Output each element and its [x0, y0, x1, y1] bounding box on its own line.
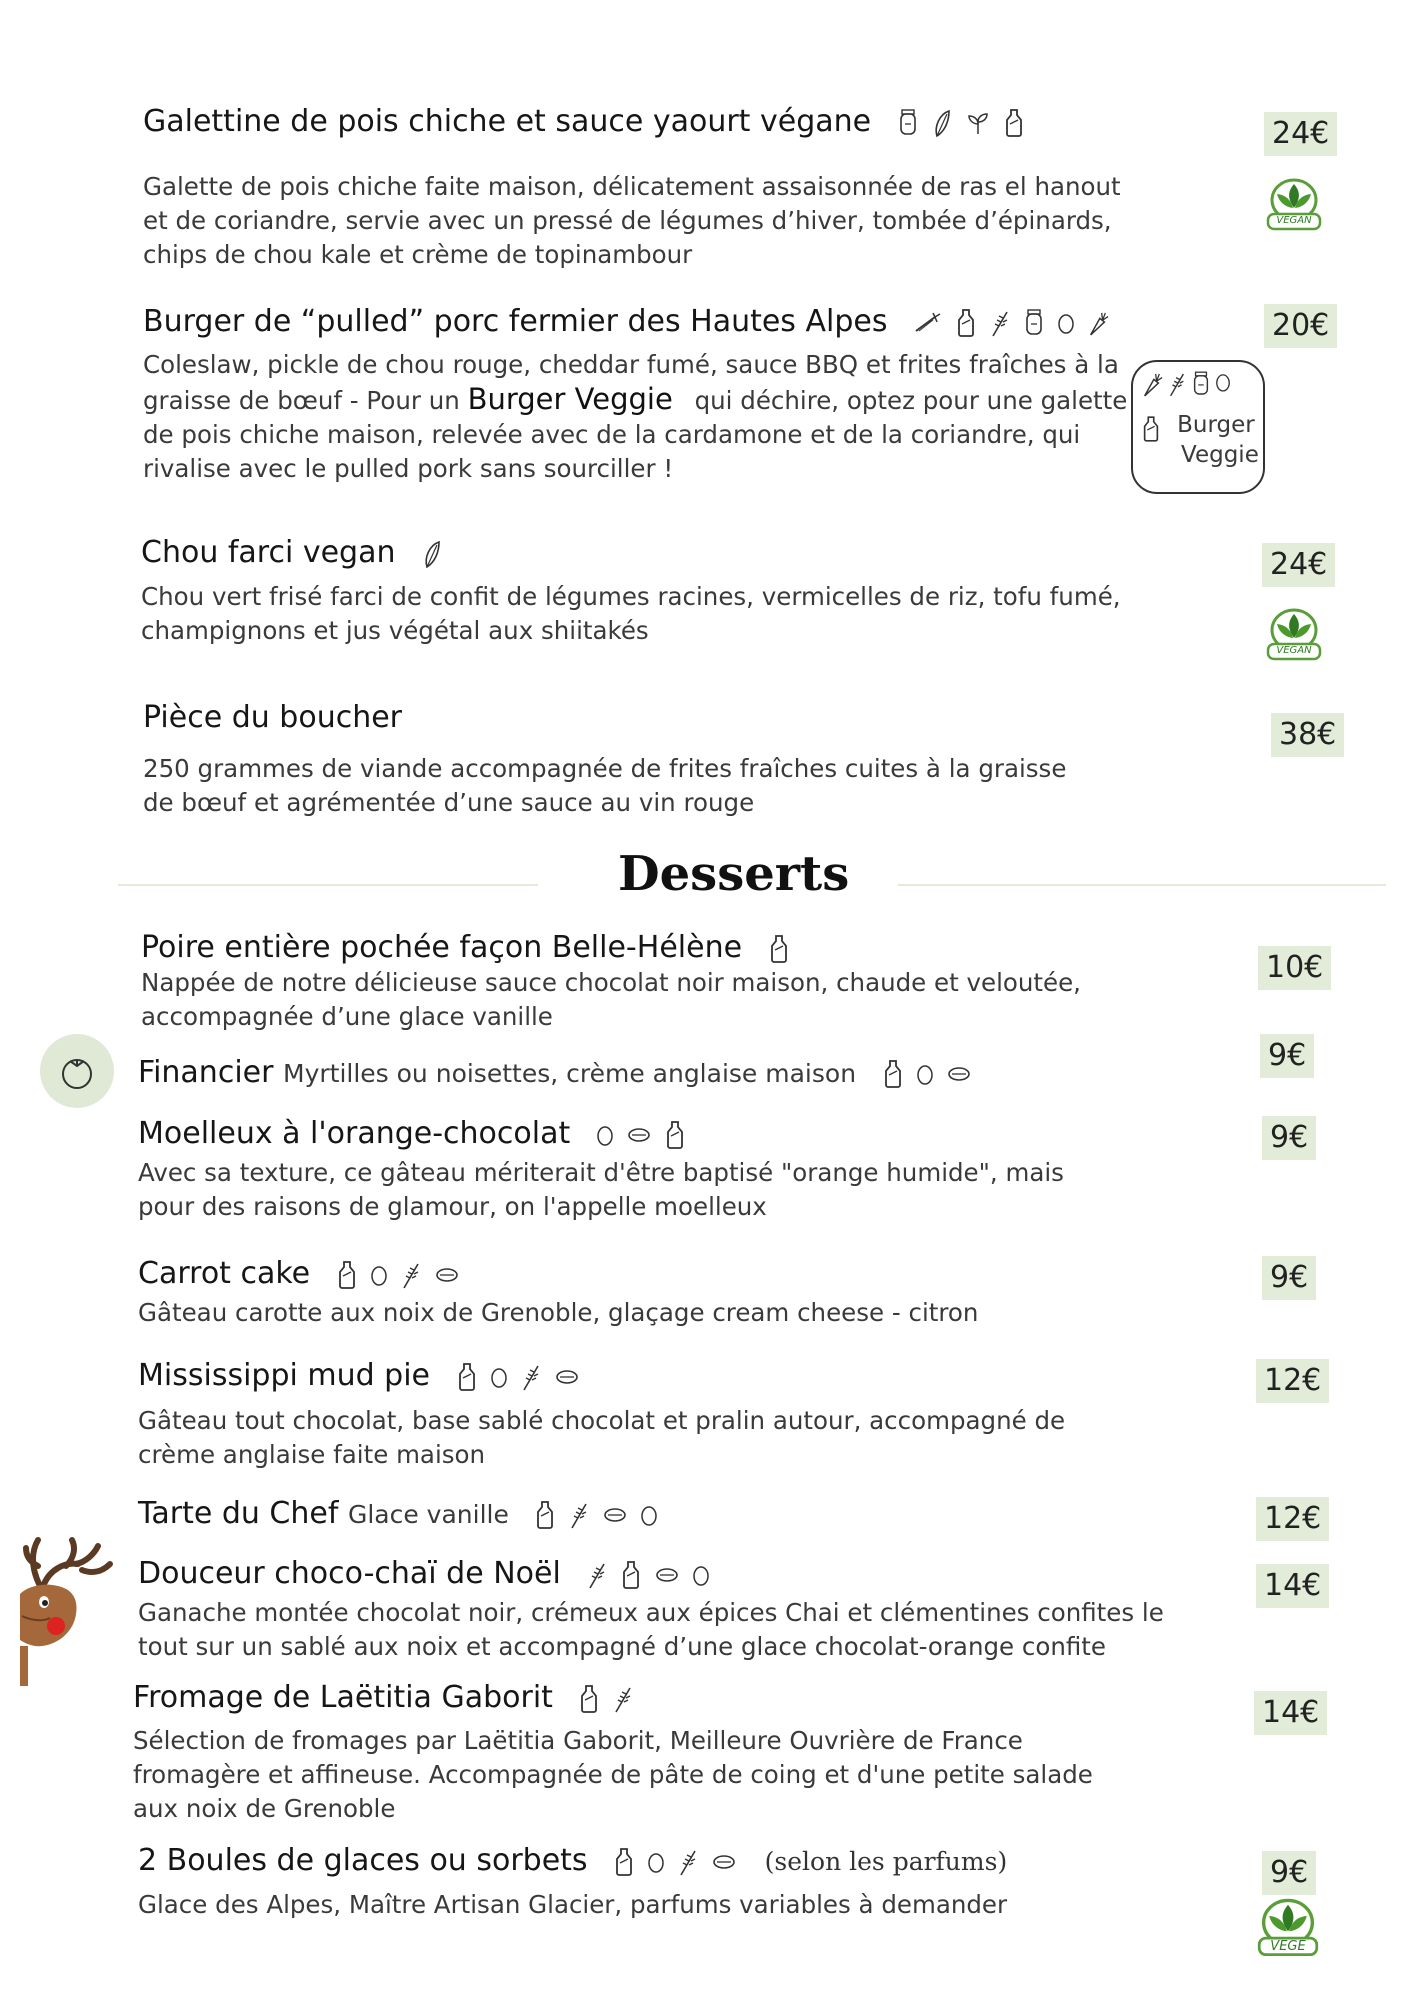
milk-bottle-icon — [1141, 414, 1161, 444]
dessert-title-fromage: Fromage de Laëtitia Gaborit — [133, 1680, 634, 1715]
jar-icon — [897, 108, 919, 138]
dish-description-chou-farci: Chou vert frisé farci de confit de légumes racines, vermicelles de riz, tofu fumé, champignons et jus végétal aux shiitakés — [141, 582, 1121, 645]
milk-bottle-icon — [613, 1847, 635, 1877]
allergen-icons — [534, 1500, 658, 1530]
egg-icon — [490, 1365, 508, 1389]
dessert-title-financier: Financier Myrtilles ou noisettes, crème anglaise maison — [138, 1055, 972, 1090]
dessert-subtitle-tarte: Glace vanille — [347, 1500, 509, 1529]
price-galettine: 24€ — [1264, 112, 1337, 156]
dessert-description-carrot-cake: Gâteau carotte aux noix de Grenoble, glaçage cream cheese - citron — [138, 1298, 979, 1327]
dessert-title-mud-pie: Mississippi mud pie — [138, 1358, 580, 1393]
wheat-icon — [586, 1560, 608, 1590]
tomato-icon — [40, 1034, 114, 1108]
price-mud-pie: 12€ — [1256, 1359, 1329, 1403]
price-moelleux: 9€ — [1262, 1116, 1316, 1160]
allergen-icons — [336, 1260, 460, 1290]
dessert-title-douceur: Douceur choco-chaï de Noël — [138, 1556, 710, 1591]
price-glaces: 9€ — [1262, 1851, 1316, 1895]
dessert-title-poire: Poire entière pochée façon Belle-Hélène — [141, 930, 790, 965]
egg-icon — [370, 1263, 388, 1287]
milk-bottle-icon — [1003, 108, 1025, 138]
allergen-icons — [768, 934, 790, 964]
milk-bottle-icon — [578, 1684, 600, 1714]
celery-icon — [913, 308, 943, 338]
carrot-icon — [1087, 308, 1109, 338]
leaf-icon — [421, 539, 443, 569]
milk-bottle-icon — [882, 1059, 904, 1089]
vegan-badge — [1262, 606, 1326, 666]
callout-icons — [1141, 370, 1231, 398]
badge-label: VEGAN — [1276, 215, 1312, 226]
dessert-description-poire: Nappée de notre délicieuse sauce chocolat noir maison, chaude et veloutée, accompagnée d’une glace vanille — [141, 968, 1081, 1031]
dessert-description-glaces: Glace des Alpes, Maître Artisan Glacier, parfums variables à demander — [138, 1890, 1008, 1919]
vegan-badge — [1262, 176, 1326, 236]
jar-icon — [1023, 308, 1045, 338]
burger-veggie-callout — [1131, 360, 1265, 494]
price-tarte-du-chef: 12€ — [1256, 1497, 1329, 1541]
nut-icon — [946, 1065, 972, 1083]
allergen-icons — [586, 1560, 710, 1590]
flavour-note: (selon les parfums) — [764, 1847, 1008, 1876]
sprout-icon — [965, 108, 991, 138]
allergen-icons — [882, 1059, 972, 1089]
dessert-title-moelleux: Moelleux à l'orange-chocolat — [138, 1116, 686, 1151]
nut-icon — [434, 1266, 460, 1284]
price-chou-farci: 24€ — [1262, 543, 1335, 587]
egg-icon — [1215, 370, 1231, 394]
price-financier: 9€ — [1260, 1034, 1314, 1078]
dessert-description-douceur: Ganache montée chocolat noir, crémeux aux épices Chai et clémentines confites le tout sur un sablé aux noix et accompagné d’une glace chocolat-orange confite — [138, 1598, 1164, 1661]
milk-bottle-icon — [768, 934, 790, 964]
egg-icon — [692, 1563, 710, 1587]
carrot-icon — [1141, 370, 1163, 398]
dish-title-galettine: Galettine de pois chiche et sauce yaourt végane — [143, 104, 1025, 139]
allergen-icons — [596, 1120, 686, 1150]
nut-icon — [602, 1506, 628, 1524]
milk-bottle-icon — [456, 1362, 478, 1392]
dish-description-piece-du-boucher: 250 grammes de viande accompagnée de frites fraîches cuites à la graisse de bœuf et agrémentée d’une sauce au vin rouge — [143, 754, 1067, 817]
price-douceur: 14€ — [1256, 1564, 1329, 1608]
wheat-icon — [612, 1684, 634, 1714]
wheat-icon — [568, 1500, 590, 1530]
dish-description-galettine: Galette de pois chiche faite maison, délicatement assaisonnée de ras el hanout et de coriandre, servie avec un pressé de légumes d’hiver, tombée d’épinards, chips de chou kale et crème de topinambour — [143, 172, 1121, 269]
dessert-description-mud-pie: Gâteau tout chocolat, base sablé chocolat et pralin autour, accompagné de crème anglaise faite maison — [138, 1406, 1066, 1469]
price-burger: 20€ — [1264, 304, 1337, 348]
price-fromage: 14€ — [1254, 1691, 1327, 1735]
badge-label: VEGE — [1270, 1939, 1306, 1954]
allergen-icons — [613, 1847, 737, 1877]
nut-icon — [654, 1566, 680, 1584]
milk-bottle-icon — [534, 1500, 556, 1530]
nut-icon — [626, 1126, 652, 1144]
milk-bottle-icon — [620, 1560, 642, 1590]
nut-icon — [711, 1853, 737, 1871]
wheat-icon — [1167, 370, 1187, 398]
dessert-subtitle-financier: Myrtilles ou noisettes, crème anglaise maison — [283, 1059, 857, 1088]
allergen-icons — [421, 539, 443, 569]
price-carrot-cake: 9€ — [1262, 1256, 1316, 1300]
price-piece-du-boucher: 38€ — [1271, 713, 1344, 757]
callout-label: Burger Veggie — [1177, 412, 1259, 468]
wheat-icon — [520, 1362, 542, 1392]
dessert-description-fromage: Sélection de fromages par Laëtitia Gaborit, Meilleure Ouvrière de France fromagère et affineuse. Accompagnée de pâte de coing et d'une petite salade aux noix de Grenoble — [133, 1726, 1093, 1823]
dish-title-burger: Burger de “pulled” porc fermier des Hautes Alpes — [143, 304, 1109, 339]
egg-icon — [916, 1062, 934, 1086]
dish-title-chou-farci: Chou farci vegan — [141, 535, 443, 570]
dish-title-piece-du-boucher: Pièce du boucher — [143, 700, 403, 735]
dish-description-burger: Coleslaw, pickle de chou rouge, cheddar fumé, sauce BBQ et frites fraîches à la graisse de bœuf - Pour un Burger Veggie qui déchire, optez pour une galette de pois chiche maison, relevée avec de la cardamone et de la coriandre, qui rivalise avec le pulled pork sans sourciller ! — [143, 350, 1128, 483]
section-title-desserts: Desserts — [618, 846, 850, 902]
price-poire: 10€ — [1258, 946, 1331, 990]
allergen-icons — [913, 308, 1109, 338]
leaf-icon — [931, 108, 953, 138]
nut-icon — [554, 1368, 580, 1386]
egg-icon — [647, 1850, 665, 1874]
dessert-description-moelleux: Avec sa texture, ce gâteau mériterait d'être baptisé "orange humide", mais pour des raisons de glamour, on l'appelle moelleux — [138, 1158, 1064, 1221]
dessert-title-carrot-cake: Carrot cake — [138, 1256, 460, 1291]
allergen-icons — [897, 108, 1025, 138]
dessert-title-tarte-du-chef: Tarte du Chef Glace vanille — [138, 1496, 658, 1531]
jar-icon — [1191, 370, 1211, 398]
allergen-icons — [578, 1684, 634, 1714]
burger-veggie-highlight: Burger Veggie — [467, 382, 673, 416]
dessert-title-glaces: 2 Boules de glaces ou sorbets (selon les parfums) — [138, 1843, 1008, 1878]
vege-badge — [1252, 1896, 1324, 1962]
egg-icon — [596, 1123, 614, 1147]
divider-right — [898, 884, 1386, 886]
milk-bottle-icon — [664, 1120, 686, 1150]
wheat-icon — [400, 1260, 422, 1290]
egg-icon — [1057, 311, 1075, 335]
reindeer-illustration — [20, 1536, 116, 1686]
egg-icon — [640, 1503, 658, 1527]
allergen-icons — [456, 1362, 580, 1392]
milk-bottle-icon — [336, 1260, 358, 1290]
wheat-icon — [677, 1847, 699, 1877]
badge-label: VEGAN — [1276, 645, 1312, 656]
milk-bottle-icon — [955, 308, 977, 338]
wheat-icon — [989, 308, 1011, 338]
divider-left — [118, 884, 538, 886]
